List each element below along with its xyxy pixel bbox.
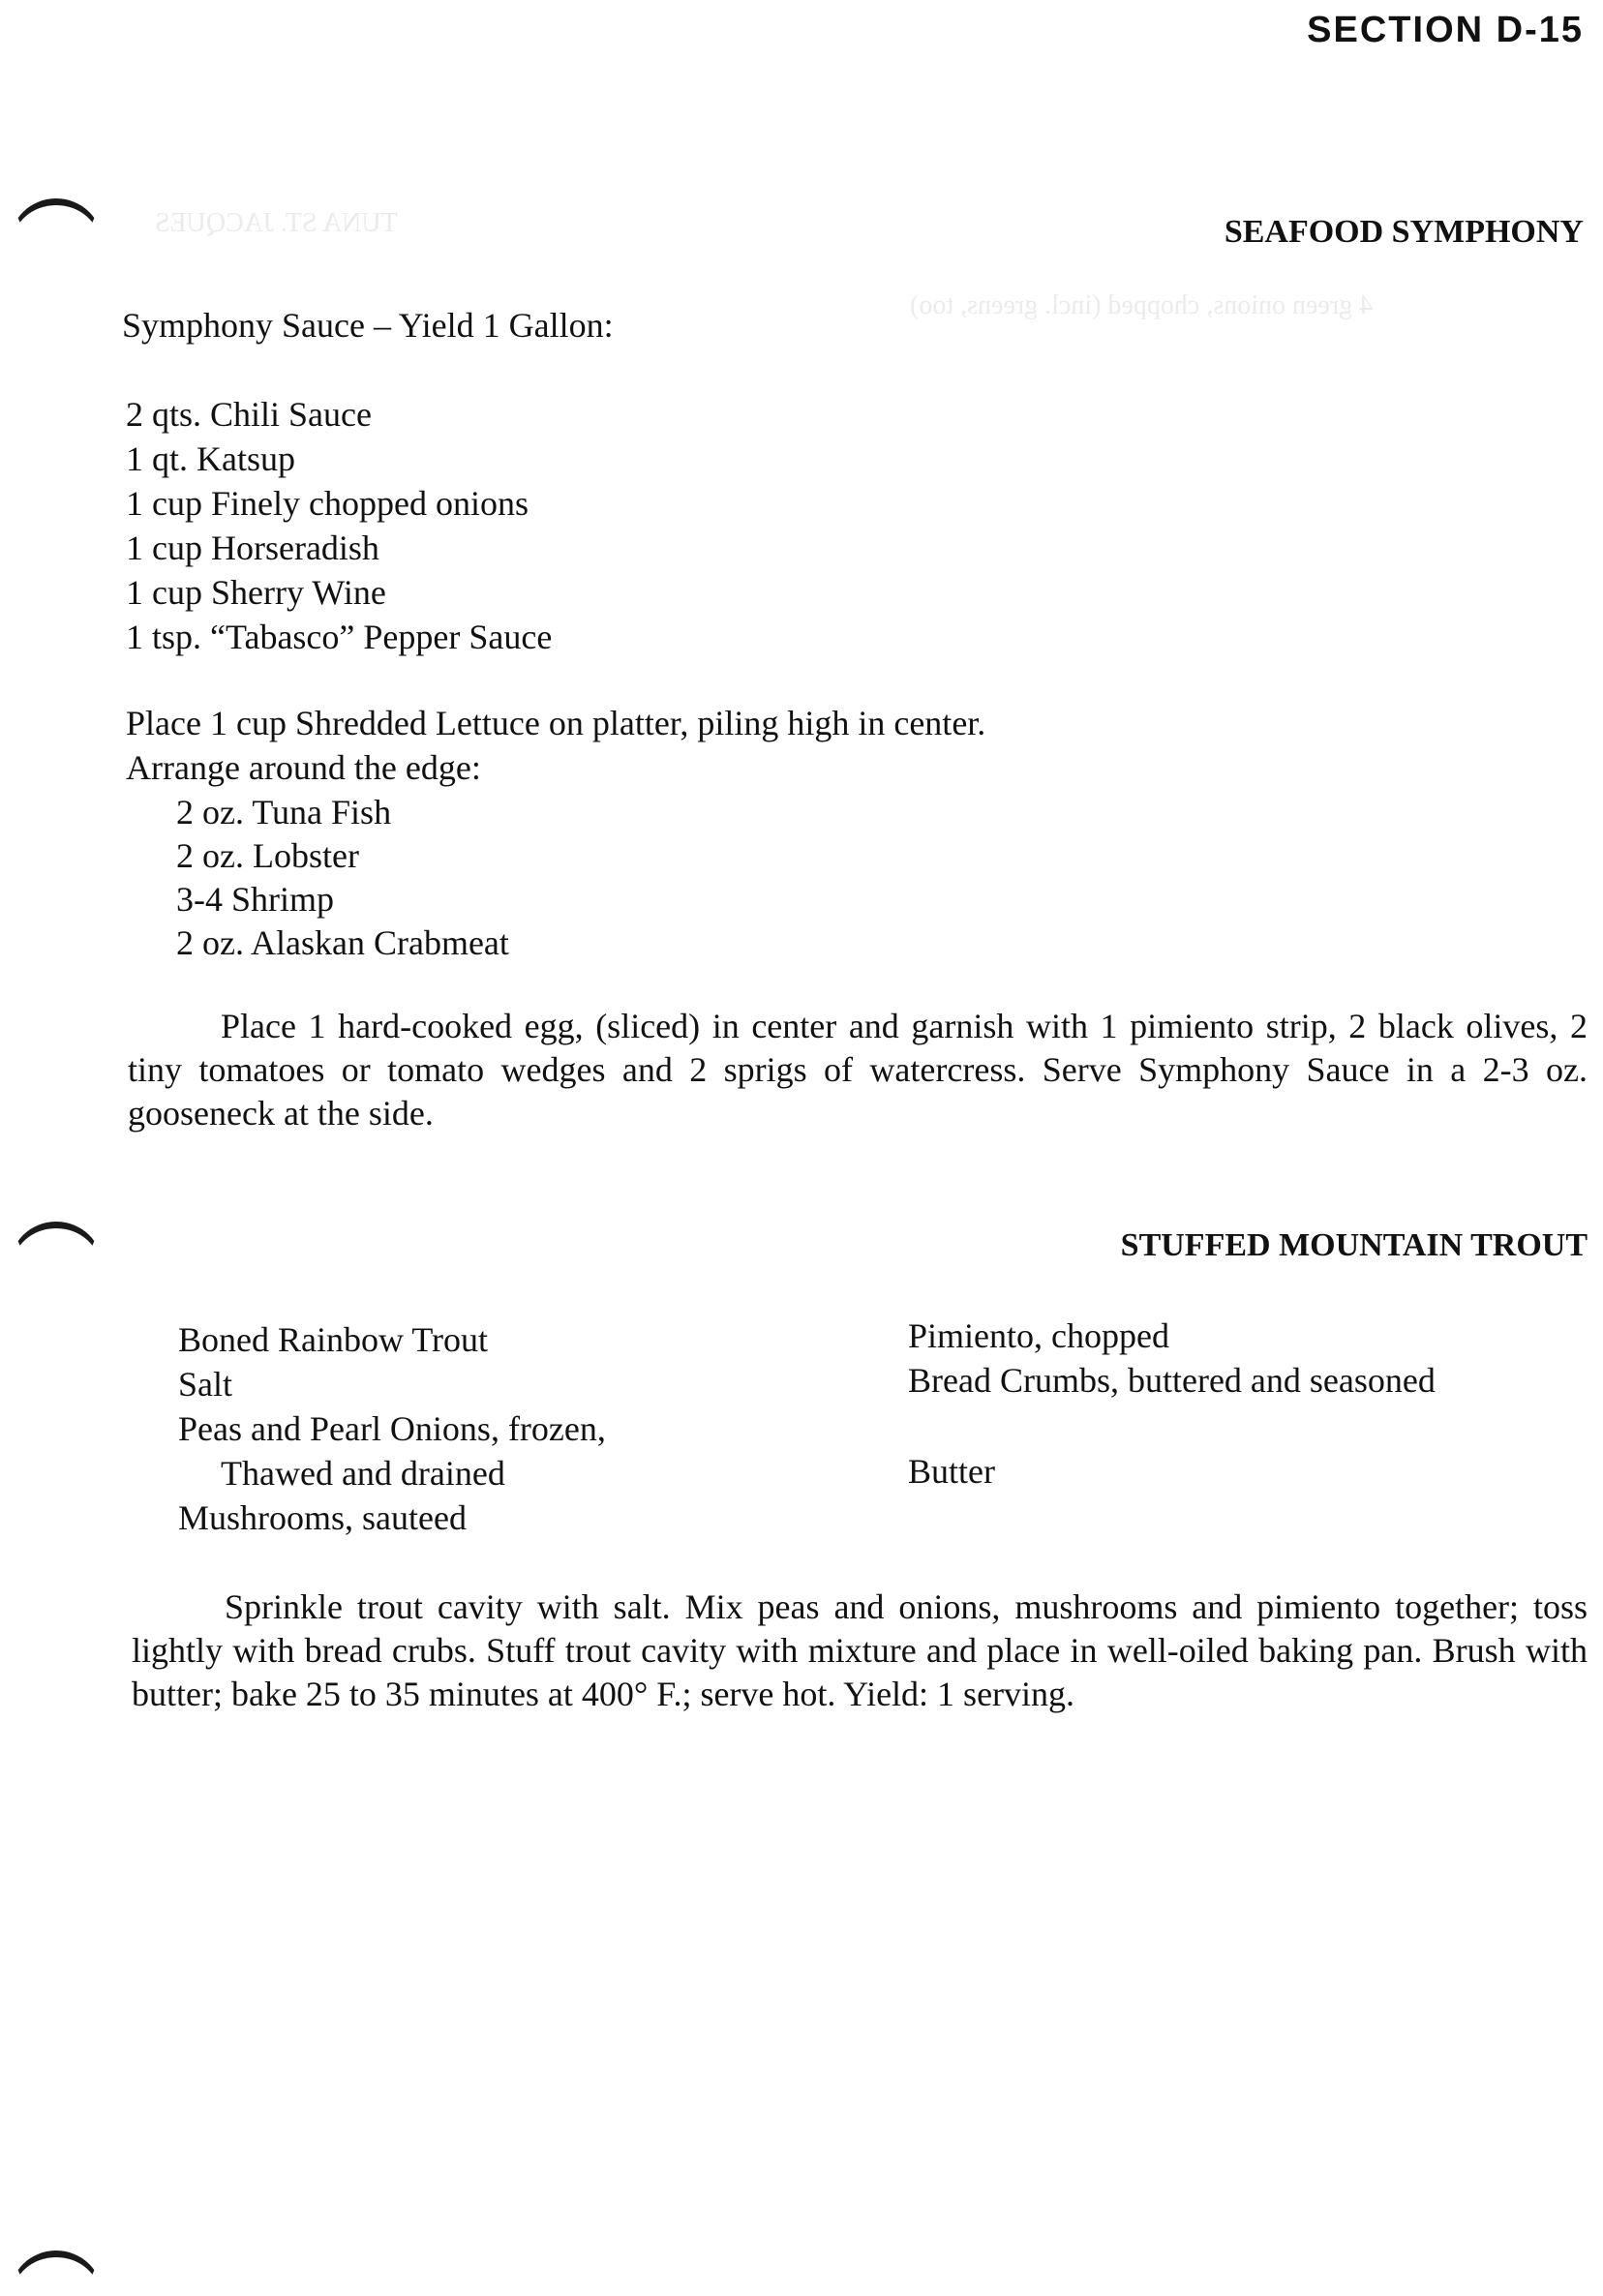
arrange-instruction: Arrange around the edge: [126,748,481,787]
arrange-item: 2 oz. Lobster [176,836,359,875]
sauce-heading: Symphony Sauce – Yield 1 Gallon: [122,306,614,345]
arrange-item: 3-4 Shrimp [176,880,335,919]
trout-instructions: Sprinkle trout cavity with salt. Mix peas and onions, mushrooms and pimiento together; toss lightly with bread crubs. Stuff trout cavity with mixture and place in well-oiled baking pan. Brush with butter; bake 25 to 35 minutes at 400° F.; serve hot. Yield: 1 serving. [132,1587,1588,1713]
bleed-through-text: TUNA ST. JACQUES [155,208,398,238]
trout-ingredient: Peas and Pearl Onions, frozen, [178,1409,606,1448]
trout-ingredient: Salt [178,1365,233,1404]
trout-ingredient: Pimiento, chopped [908,1316,1169,1355]
platter-instruction: Place 1 cup Shredded Lettuce on platter, piling high in center. [126,704,986,742]
sauce-ingredient: 1 qt. Katsup [126,439,295,478]
trout-ingredient: Bread Crumbs, buttered and seasoned [908,1361,1436,1400]
trout-ingredient: Boned Rainbow Trout [178,1320,489,1359]
binder-hole-top [10,198,103,244]
bleed-through-text: 4 green onions, chopped (incl. greens, too) [910,290,1374,320]
trout-ingredient: Butter [908,1452,995,1491]
sauce-ingredient: 1 tsp. “Tabasco” Pepper Sauce [126,618,553,656]
arrange-item: 2 oz. Alaskan Crabmeat [176,923,509,962]
arrange-item: 2 oz. Tuna Fish [176,793,392,831]
binder-hole-bottom [10,2251,103,2296]
seafood-instructions: Place 1 hard-cooked egg, (sliced) in center and garnish with 1 pimiento strip, 2 black olives, 2 tiny tomatoes or tomato wedges and 2 sprigs of watercress. Serve Symphony Sauce in a 2-3 oz. gooseneck at the side. [128,1007,1588,1133]
section-header: SECTION D-15 [1307,10,1584,50]
recipe-title-seafood-symphony: SEAFOOD SYMPHONY [1224,214,1584,250]
trout-ingredient: Mushrooms, sauteed [178,1498,467,1537]
sauce-ingredient: 1 cup Finely chopped onions [126,484,529,523]
sauce-ingredient: 1 cup Sherry Wine [126,573,386,612]
trout-ingredient: Thawed and drained [221,1454,505,1493]
sauce-ingredient: 1 cup Horseradish [126,529,379,567]
recipe-title-stuffed-mountain-trout: STUFFED MOUNTAIN TROUT [1120,1227,1588,1263]
sauce-ingredient: 2 qts. Chili Sauce [126,395,372,434]
binder-hole-middle [10,1222,103,1267]
